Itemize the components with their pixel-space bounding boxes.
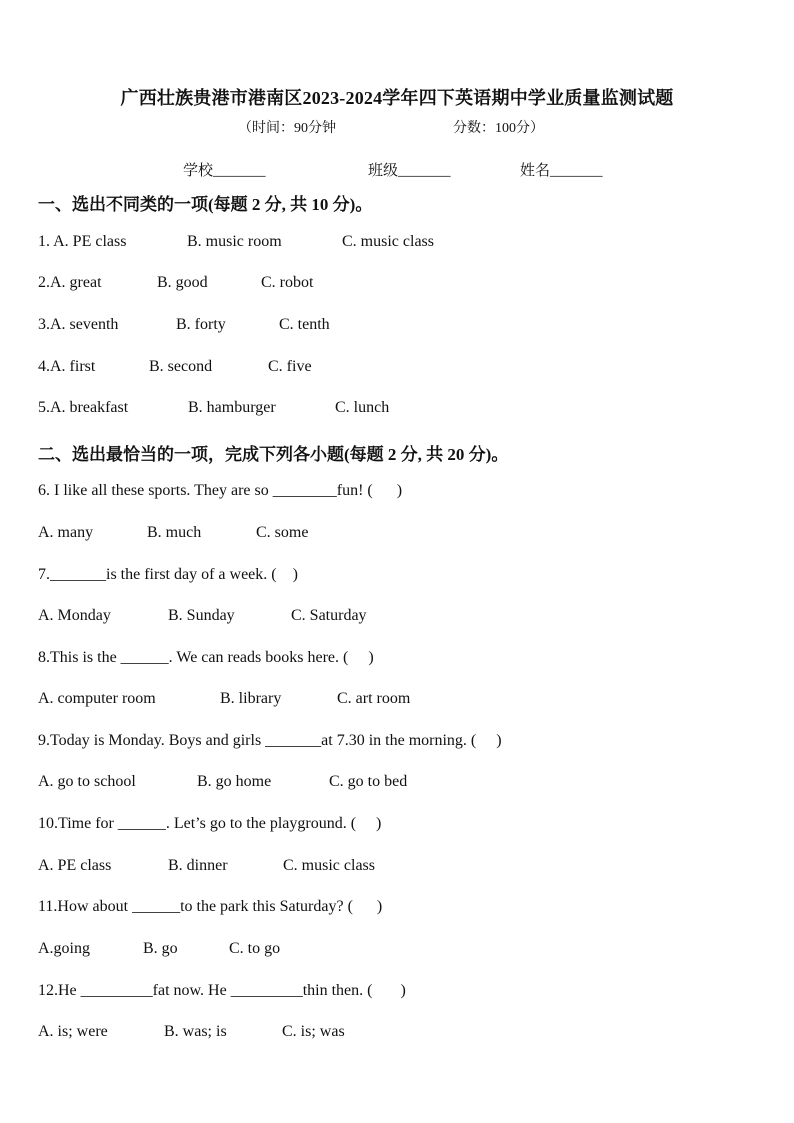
section1-heading: 一、选出不同类的一项(每题 2 分, 共 10 分)。 [38,195,373,214]
q2-option-c: C. robot [261,274,314,291]
q1-option-a: 1. A. PE class [38,233,127,250]
q9-option-a: A. go to school [38,773,136,790]
q5-option-b: B. hamburger [188,399,276,416]
q12-option-b: B. was; is [164,1023,227,1040]
q2-option-a: 2.A. great [38,274,102,291]
q4-option-a: 4.A. first [38,358,96,375]
q3-option-b: B. forty [176,316,226,333]
q10-option-b: B. dinner [168,857,228,874]
q1-option-b: B. music room [187,233,282,250]
q6-stem: 6. I like all these sports. They are so ________fun! ( ) [38,482,403,499]
exam-time: （时间：90分钟 [238,121,336,136]
q8-option-b: B. library [220,690,282,707]
q10-option-a: A. PE class [38,857,112,874]
q11-stem: 11.How about ______to the park this Saturday? ( ) [38,898,383,915]
q12-option-a: A. is; were [38,1023,108,1040]
name-field: 姓名_______ [520,163,603,179]
q7-stem: 7._______is the first day of a week. ( ) [38,566,298,583]
q3-option-c: C. tenth [279,316,330,333]
exam-title: 广西壮族贵港市港南区2023-2024学年四下英语期中学业质量监测试题 [120,88,674,108]
q11-option-b: B. go [143,940,178,957]
q9-option-b: B. go home [197,773,272,790]
q12-stem: 12.He _________fat now. He _________thin then. ( ) [38,982,406,999]
q11-option-a: A.going [38,940,90,957]
q7-option-c: C. Saturday [291,607,367,624]
class-field: 班级_______ [368,163,451,179]
q5-option-c: C. lunch [335,399,390,416]
q7-option-b: B. Sunday [168,607,235,624]
q9-stem: 9.Today is Monday. Boys and girls _______at 7.30 in the morning. ( ) [38,732,502,749]
q9-option-c: C. go to bed [329,773,408,790]
q12-option-c: C. is; was [282,1023,345,1040]
q3-option-a: 3.A. seventh [38,316,119,333]
q4-option-c: C. five [268,358,312,375]
q8-option-a: A. computer room [38,690,156,707]
q4-option-b: B. second [149,358,213,375]
q2-option-b: B. good [157,274,208,291]
q11-option-c: C. to go [229,940,281,957]
section2-heading: 二、选出最恰当的一项，完成下列各小题(每题 2 分, 共 20 分)。 [38,445,509,464]
q6-option-b: B. much [147,524,202,541]
q6-option-a: A. many [38,524,94,541]
q5-option-a: 5.A. breakfast [38,399,129,416]
q10-stem: 10.Time for ______. Let’s go to the playground. ( ) [38,815,382,832]
q10-option-c: C. music class [283,857,375,874]
exam-score: 分数：100分） [453,121,544,136]
q8-option-c: C. art room [337,690,411,707]
q1-option-c: C. music class [342,233,434,250]
q6-option-c: C. some [256,524,309,541]
school-field: 学校_______ [183,163,266,179]
q8-stem: 8.This is the ______. We can reads books here. ( ) [38,649,374,666]
q7-option-a: A. Monday [38,607,111,624]
